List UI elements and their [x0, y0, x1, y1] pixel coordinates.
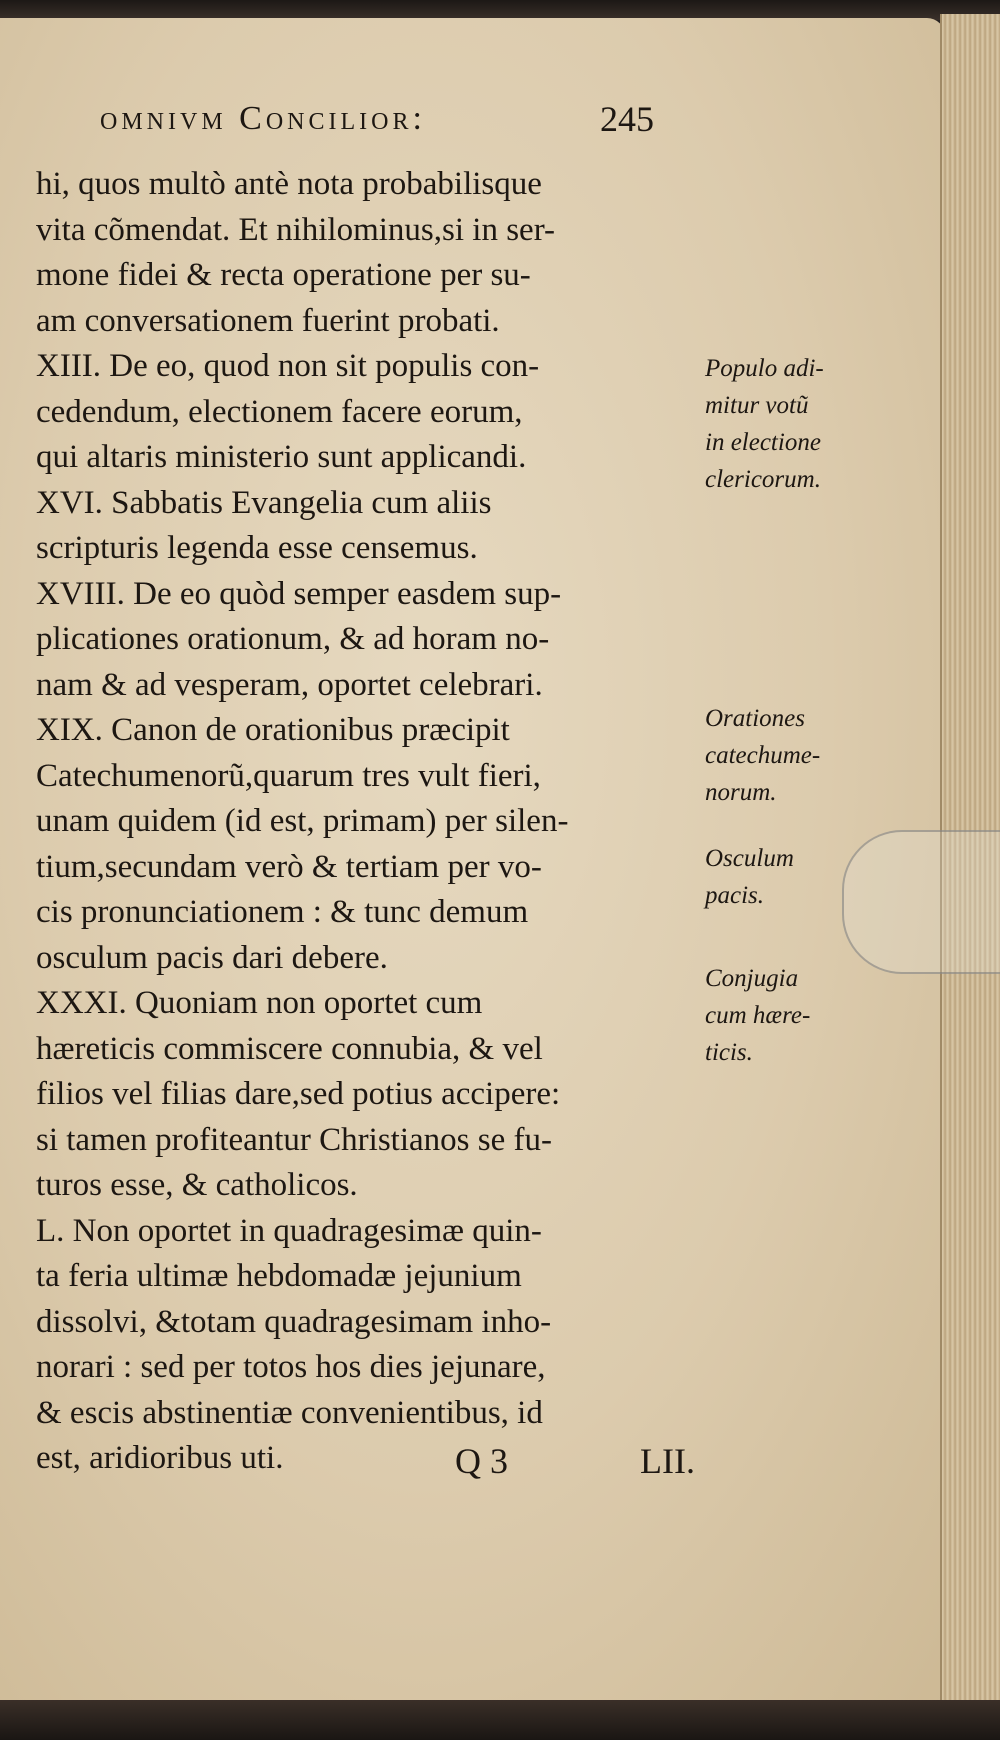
body-line: est, aridioribus uti. — [36, 1440, 284, 1476]
body-line: unam quidem (id est, primam) per silen- — [36, 803, 569, 839]
body-line: hæreticis commiscere connubia, & vel — [36, 1030, 543, 1067]
body-line: cis pronunciationem : & tunc demum — [36, 894, 529, 930]
note-line: Orationes — [705, 705, 805, 732]
body-line: dissolvi, &totam quadragesimam inho- — [36, 1303, 552, 1340]
marginal-note — [705, 700, 905, 811]
body-line: filios vel filias dare,sed potius accipere: — [36, 1076, 561, 1112]
marginal-note — [705, 350, 905, 498]
body-line: osculum pacis dari debere. — [36, 939, 388, 976]
body-line: plicationes orationum, & ad horam no- — [36, 621, 550, 657]
bottom-shadow — [0, 1700, 1000, 1740]
body-line: XVI. Sabbatis Evangelia cum aliis — [36, 484, 492, 521]
note-line: pacis. — [705, 882, 765, 909]
body-line: XXXI. Quoniam non oportet cum — [36, 985, 483, 1021]
body-line: & escis abstinentiæ convenientibus, id — [36, 1394, 543, 1431]
note-line: Populo adi- — [705, 355, 824, 382]
body-line: mone fidei & recta operatione per su- — [36, 257, 531, 293]
running-head: omnivm Concilior: — [100, 100, 426, 137]
body-line: Catechumenorũ,quarum tres vult fieri, — [36, 757, 541, 794]
body-line: am conversationem fuerint probati. — [36, 302, 500, 339]
note-line: clericorum. — [705, 466, 821, 493]
body-line: norari : sed per totos hos dies jejunare, — [36, 1349, 546, 1385]
body-line: XIII. De eo, quod non sit populis con- — [36, 348, 540, 384]
note-line: cum hære- — [705, 1002, 811, 1029]
note-line: Osculum — [705, 845, 794, 872]
note-line: catechume- — [705, 742, 821, 769]
catchword: LII. — [640, 1441, 695, 1481]
marginal-note — [705, 960, 905, 1071]
note-line: ticis. — [705, 1039, 753, 1066]
body-text — [36, 162, 716, 1482]
signature-mark: Q 3 — [455, 1441, 508, 1481]
page-number: 245 — [600, 99, 654, 139]
body-line: cedendum, electionem facere eorum, — [36, 393, 523, 430]
note-line: mitur votũ — [705, 392, 809, 419]
note-line: norum. — [705, 779, 777, 806]
body-line: hi, quos multò antè nota probabilisque — [36, 166, 542, 202]
body-line: scripturis legenda esse censemus. — [36, 530, 478, 566]
body-line: L. Non oportet in quadragesimæ quin- — [36, 1212, 542, 1249]
body-line: si tamen profiteantur Christianos se fu- — [36, 1121, 552, 1158]
note-line: in electione — [705, 429, 821, 456]
body-line: vita cõmendat. Et nihilominus,si in ser- — [36, 211, 556, 248]
body-line: XIX. Canon de orationibus præcipit — [36, 712, 510, 748]
body-line: tium,secundam verò & tertiam per vo- — [36, 848, 542, 885]
body-line: nam & ad vesperam, oportet celebrari. — [36, 666, 543, 703]
marginal-note — [705, 840, 905, 914]
body-line: XVIII. De eo quòd semper easdem sup- — [36, 575, 562, 612]
body-line: ta feria ultimæ hebdomadæ jejunium — [36, 1258, 522, 1294]
note-line: Conjugia — [705, 965, 799, 992]
body-line: turos esse, & catholicos. — [36, 1167, 358, 1203]
body-line: qui altaris ministerio sunt applicandi. — [36, 439, 527, 475]
